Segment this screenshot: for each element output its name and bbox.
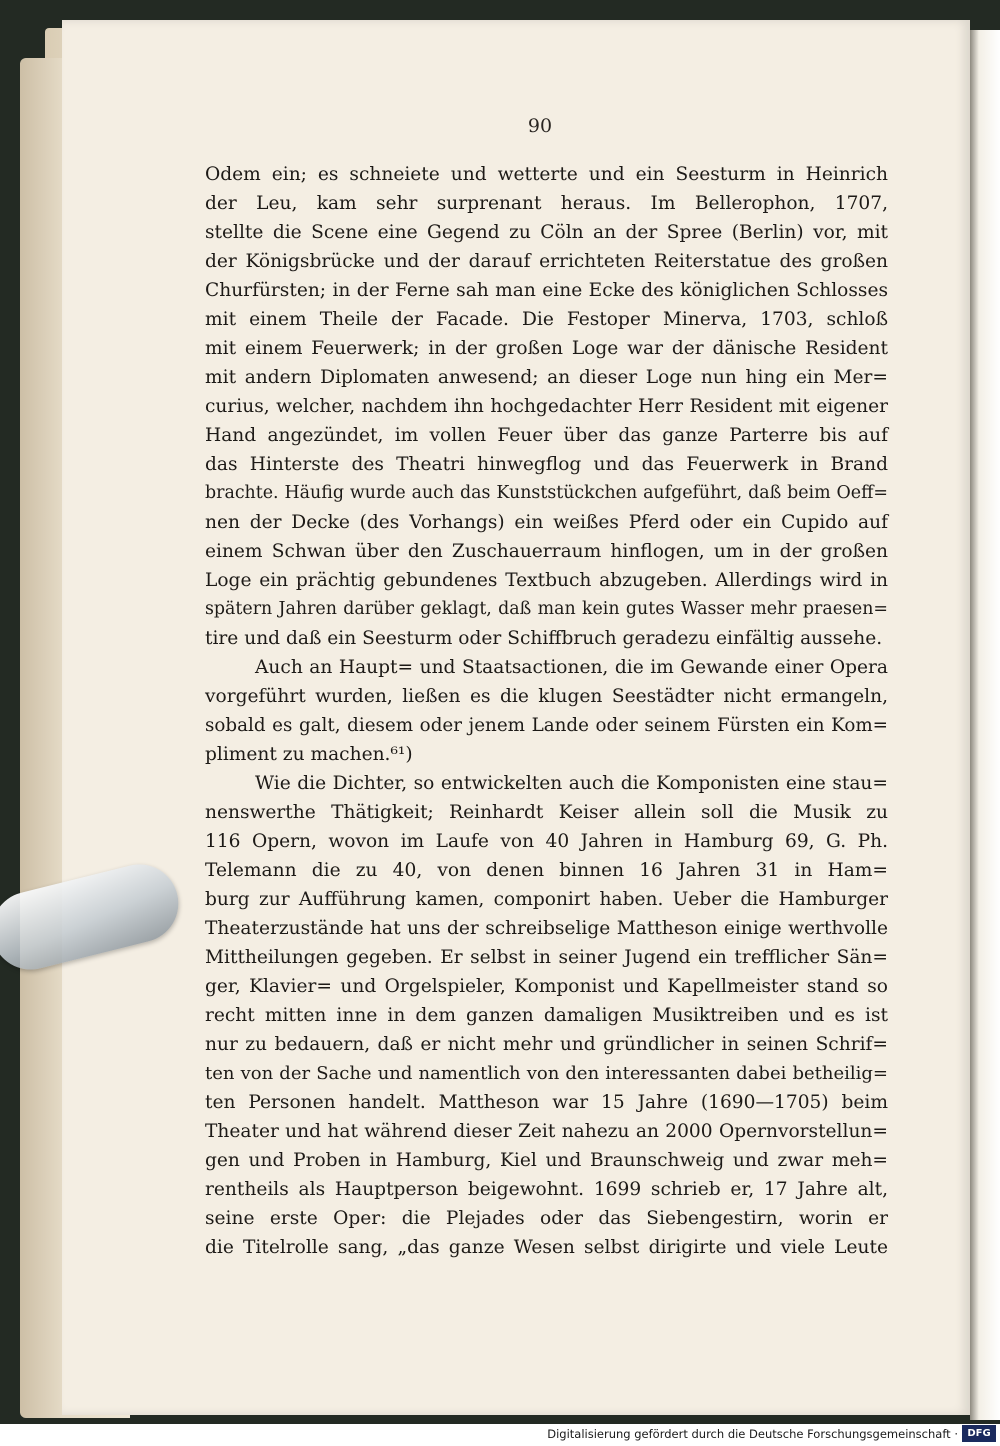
text-line: Auch an Haupt= und Staatsactionen, die im Gewande einer Opera [255,657,888,678]
text-line: die Titelrolle sang, „das ganze Wesen selbst dirigirte und viele Leute [205,1237,888,1258]
text-line: mit einem Theile der Facade. Die Festoper Minerva, 1703, schloß [205,309,888,330]
facing-page-edge [970,30,1000,1420]
text-line: pliment zu machen.⁶¹) [205,744,413,765]
dfg-logo: DFG [962,1425,996,1442]
text-line: nenswerthe Thätigkeit; Reinhardt Keiser allein soll die Musik zu [205,802,888,823]
text-line: Mittheilungen gegeben. Er selbst in seiner Jugend ein trefflicher Sän= [205,947,888,968]
text-line: nen der Decke (des Vorhangs) ein weißes Pferd oder ein Cupido auf [205,512,888,533]
text-line: Loge ein prächtig gebundenes Textbuch abzugeben. Allerdings wird in [205,570,888,591]
text-line: vorgeführt wurden, ließen es die klugen Seestädter nicht ermangeln, [205,686,888,707]
text-line: gen und Proben in Hamburg, Kiel und Braunschweig und zwar meh= [205,1150,888,1171]
text-line: rentheils als Hauptperson beigewohnt. 1699 schrieb er, 17 Jahre alt, [205,1179,888,1200]
text-line: 116 Opern, wovon im Laufe von 40 Jahren in Hamburg 69, G. Ph. [205,831,888,852]
text-line: curius, welcher, nachdem ihn hochgedachter Herr Resident mit eigener [205,396,888,417]
text-line: ger, Klavier= und Orgelspieler, Komponist und Kapellmeister stand so [205,976,888,997]
text-line: mit andern Diplomaten anwesend; an dieser Loge nun hing ein Mer= [205,367,888,388]
page-number: 90 [527,115,553,137]
text-line: seine erste Oper: die Plejades oder das Siebengestirn, worin er [205,1208,888,1229]
text-line: tire und daß ein Seesturm oder Schiffbruch geradezu einfältig aussehe. [205,628,883,649]
text-line: Telemann die zu 40, von denen binnen 16 Jahren 31 in Ham= [205,860,888,881]
funding-credit: Digitalisierung gefördert durch die Deutsche Forschungsgemeinschaft · [547,1427,958,1441]
text-line: der Leu, kam sehr surprenant heraus. Im Bellerophon, 1707, [205,193,888,214]
text-line: mit einem Feuerwerk; in der großen Loge war der dänische Resident [205,338,888,359]
text-line: der Königsbrücke und der darauf errichteten Reiterstatue des großen [205,251,888,272]
text-line: recht mitten inne in dem ganzen damaligen Musiktreiben und es ist [205,1005,888,1026]
text-line: ten von der Sache und namentlich von den interessanten dabei betheilig= [205,1063,888,1084]
text-line: Wie die Dichter, so entwickelten auch die Komponisten eine stau= [255,773,888,794]
text-line: Churfürsten; in der Ferne sah man eine Ecke des königlichen Schlosses [205,280,888,301]
text-line: einem Schwan über den Zuschauerraum hinflogen, um in der großen [205,541,888,562]
text-line: Hand angezündet, im vollen Feuer über das ganze Parterre bis auf [205,425,888,446]
text-line: brachte. Häufig wurde auch das Kunststückchen aufgeführt, daß beim Oeff= [205,483,888,503]
text-line: Theater und hat während dieser Zeit nahezu an 2000 Opernvorstellun= [205,1121,888,1142]
text-line: nur zu bedauern, daß er nicht mehr und gründlicher in seinen Schrif= [205,1034,888,1055]
text-line: ten Personen handelt. Mattheson war 15 Jahre (1690—1705) beim [205,1092,888,1113]
body-text [205,160,888,1262]
text-line: stellte die Scene eine Gegend zu Cöln an der Spree (Berlin) vor, mit [205,222,888,243]
text-line: burg zur Aufführung kamen, componirt haben. Ueber die Hamburger [205,889,888,910]
text-line: sobald es galt, diesem oder jenem Lande oder seinem Fürsten ein Kom= [205,715,888,736]
text-line: Odem ein; es schneiete und wetterte und ein Seesturm in Heinrich [205,164,888,185]
text-line: Theaterzustände hat uns der schreibselige Mattheson einige werthvolle [205,918,888,939]
text-line: spätern Jahren darüber geklagt, daß man kein gutes Wasser mehr praesen= [205,599,888,619]
text-line: das Hinterste des Theatri hinwegflog und das Feuerwerk in Brand [205,454,888,475]
